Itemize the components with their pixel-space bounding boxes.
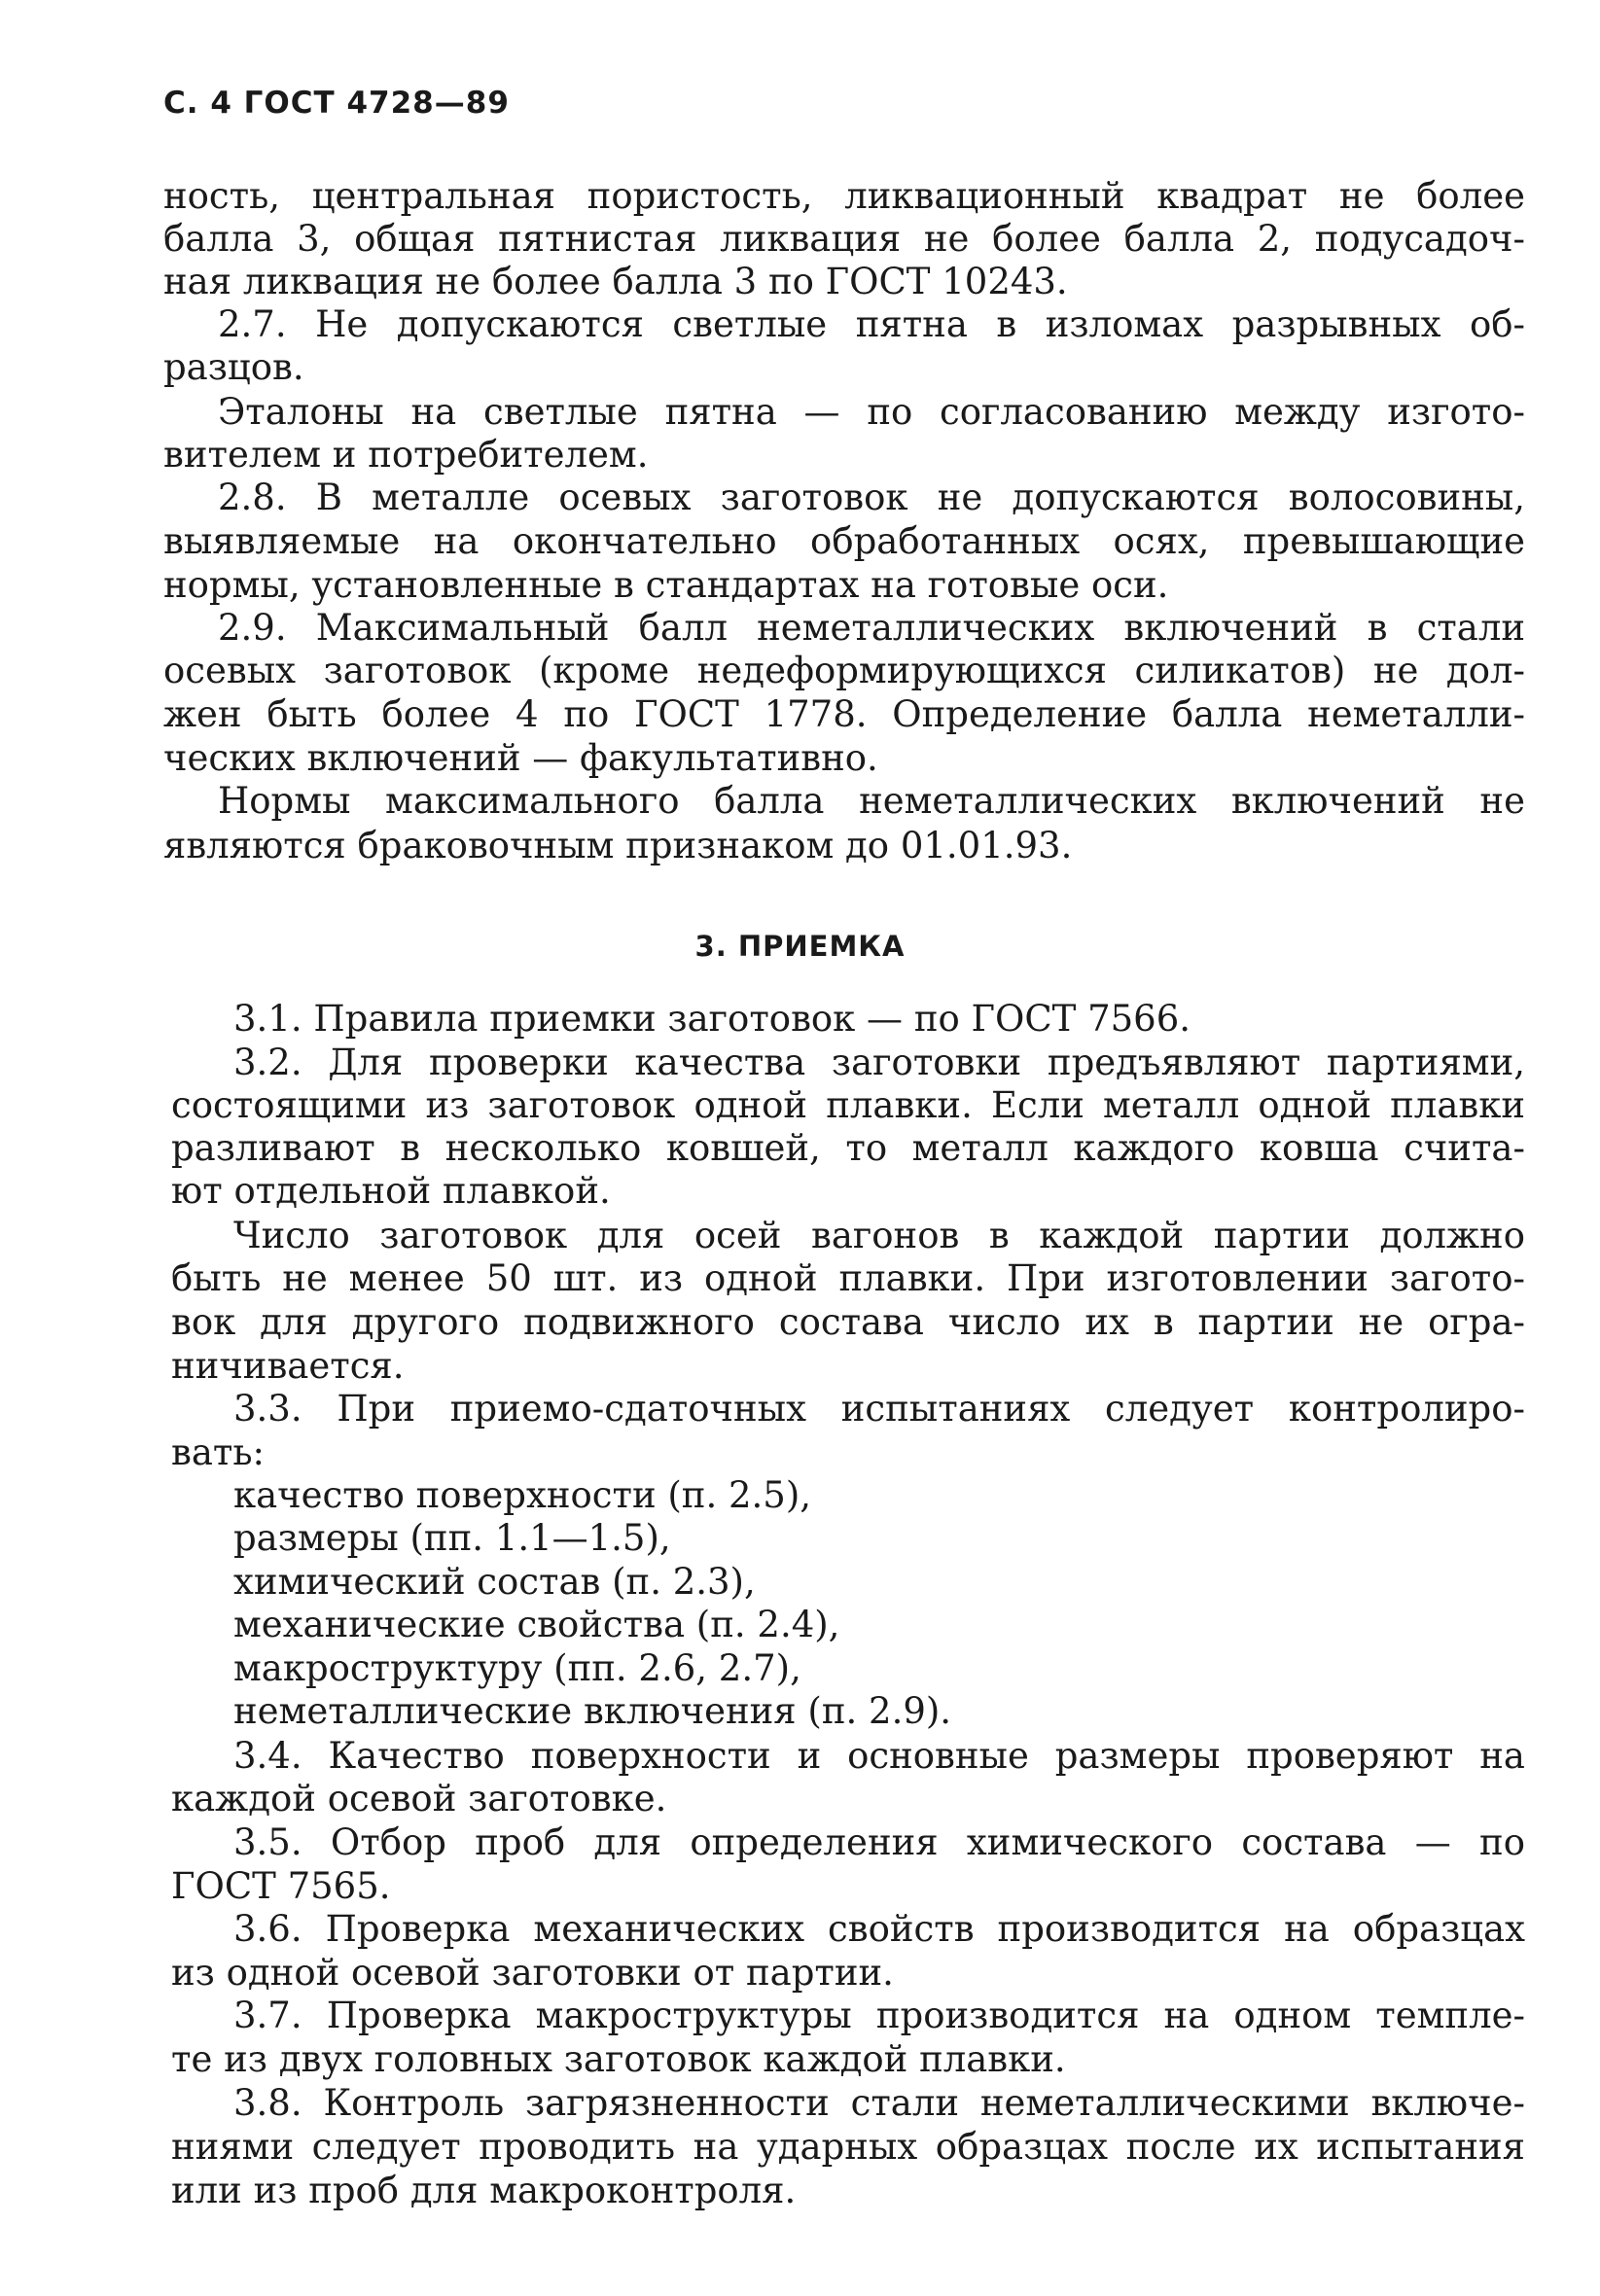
text-line: каждой осевой заготовке.	[171, 1778, 667, 1819]
text-line: Нормы максимального балла неметаллических включений не	[218, 780, 1525, 822]
text-line: 3.3. При приемо-сдаточных испытаниях следует контролиро-	[233, 1388, 1525, 1430]
text-line: 3.4. Качество поверхности и основные размеры проверяют на	[233, 1735, 1525, 1777]
text-line: 2.9. Максимальный балл неметаллических включений в стали	[218, 607, 1525, 649]
text-line: ниями следует проводить на ударных образцах после их испытания	[171, 2126, 1525, 2168]
text-line: жен быть более 4 по ГОСТ 1778. Определение балла неметалли-	[163, 693, 1525, 735]
text-line: ная ликвация не более балла 3 по ГОСТ 10243.	[163, 261, 1068, 302]
text-line: 3.2. Для проверки качества заготовки предъявляют партиями,	[233, 1042, 1525, 1083]
text-line: 3.5. Отбор проб для определения химического состава — по	[233, 1821, 1525, 1863]
text-line: разцов.	[163, 346, 304, 388]
text-line: ческих включений — факультативно.	[163, 737, 878, 779]
text-line: 3.7. Проверка макроструктуры производится на одном темпле-	[233, 1995, 1525, 2036]
list-item: механические свойства (п. 2.4),	[233, 1604, 840, 1645]
text-line: Эталоны на светлые пятна — по согласованию между изгото-	[218, 391, 1525, 433]
text-line: ГОСТ 7565.	[171, 1865, 391, 1907]
text-line: ют отдельной плавкой.	[171, 1170, 611, 1212]
list-item: размеры (пп. 1.1—1.5),	[233, 1517, 671, 1559]
text-line: состоящими из заготовок одной плавки. Если металл одной плавки	[171, 1084, 1525, 1126]
text-line: нормы, установленные в стандартах на готовые оси.	[163, 564, 1169, 606]
text-line: Число заготовок для осей вагонов в каждой партии должно	[233, 1215, 1525, 1256]
text-line: разливают в несколько ковшей, то металл каждого ковша счита-	[171, 1127, 1525, 1169]
text-line: вок для другого подвижного состава число их в партии не огра-	[171, 1301, 1525, 1343]
text-line: из одной осевой заготовки от партии.	[171, 1952, 894, 1994]
text-line: быть не менее 50 шт. из одной плавки. При изготовлении загото-	[171, 1257, 1525, 1299]
page-header: С. 4 ГОСТ 4728—89	[163, 86, 510, 121]
text-line: 2.7. Не допускаются светлые пятна в изломах разрывных об-	[218, 303, 1525, 345]
text-line: ность, центральная пористость, ликвационный квадрат не более	[163, 175, 1525, 217]
section-title: 3. ПРИЕМКА	[694, 930, 906, 963]
text-line: выявляемые на окончательно обработанных осях, превышающие	[163, 520, 1525, 562]
text-line: или из проб для макроконтроля.	[171, 2170, 797, 2211]
list-item: качество поверхности (п. 2.5),	[233, 1474, 812, 1516]
text-line: вать:	[171, 1431, 265, 1473]
text-line: 3.8. Контроль загрязненности стали неметаллическими включе-	[233, 2082, 1525, 2124]
text-line: 3.1. Правила приемки заготовок — по ГОСТ 7566.	[233, 998, 1191, 1040]
text-line: 2.8. В металле осевых заготовок не допускаются волосовины,	[218, 477, 1525, 518]
text-line: являются браковочным признаком до 01.01.93.	[163, 825, 1073, 866]
text-line: те из двух головных заготовок каждой плавки.	[171, 2038, 1066, 2080]
text-line: ничивается.	[171, 1345, 405, 1387]
list-item: неметаллические включения (п. 2.9).	[233, 1690, 952, 1732]
list-item: химический состав (п. 2.3),	[233, 1561, 756, 1603]
text-line: вителем и потребителем.	[163, 434, 649, 476]
text-line: балла 3, общая пятнистая ликвация не более балла 2, подусадоч-	[163, 218, 1525, 260]
list-item: макроструктуру (пп. 2.6, 2.7),	[233, 1647, 801, 1689]
text-line: 3.6. Проверка механических свойств производится на образцах	[233, 1908, 1525, 1950]
text-line: осевых заготовок (кроме недеформирующихся силикатов) не дол-	[163, 650, 1525, 691]
